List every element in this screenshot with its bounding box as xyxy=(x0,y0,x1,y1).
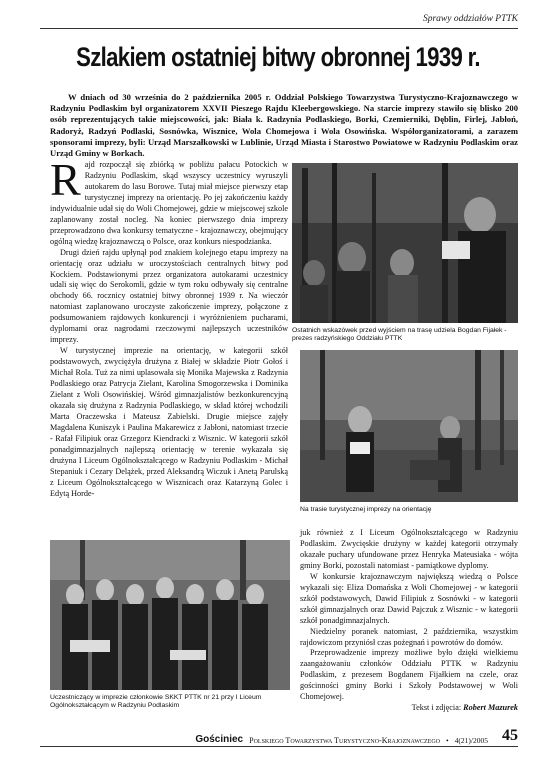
article-body-left xyxy=(50,154,288,500)
body-paragraph: W turystycznej imprezie na orientację, w kategorii szkół podstawowych, zwyciężyła drużyna z Białej w składzie Piotr Gołoś i Michał Rola. Tuż za nimi uplasowała się Monika Majewska z Radzynia Podlaskiego oraz Patrycja Zielant, Karolina Smogorzewska i Dominika Zielant z Woli Osowińskiej. Wśród gimnazjalistów bezkonkurencyjną okazała się drużyna z Radzynia Podlaskiego, w skład której wchodzili Marta Oraczewska i Mateusz Zabielski. Drugie miejsce zajęły Magdalena Kuniszyk i Paulina Makarewicz z Jabłoni, natomiast trzecie - Rafał Filipiuk oraz Grzegorz Kiendracki z Wisznic. W kategorii szkół ponadgimnazjalnych najlepszą orientację w terenie wykazała się drużyna I Liceum Ogólnokształcącego w Radzyniu Podlaskim - Michał Stepaniuk i Cezary Delążek, przed Aleksandrą Wiczuk i Anetą Parulską z Liceum Ogólnokształcącego w Wisznicach oraz Katarzyną Golec i Edytą Horde- xyxy=(50,346,288,498)
issue-number: 4(21)/2005 xyxy=(454,736,488,745)
body-paragraph: juk również z I Liceum Ogólnokształcącego w Radzyniu Podlaskim. Zwycięskie drużyny w każdej kategorii otrzymały okazałe puchary ufundowane przez Henryka Mateusiaka - wójta gminy Borki, pozostali natomiast - pamiątkowe dyplomy. xyxy=(300,528,518,570)
header-divider xyxy=(40,28,518,29)
drop-cap: R xyxy=(50,154,81,205)
magazine-brand: Gościniec xyxy=(195,734,244,745)
section-tag: Sprawy oddziałów PTTK xyxy=(422,14,518,24)
body-paragraph: Drugi dzień rajdu upłynął pod znakiem kolejnego etapu imprezy na orientację oraz udziału w uroczystościach centralnych bitwy pod Kockiem. Podstawionymi przez organizatora autokarami uczestnicy udali się więc do Serokomli, gdzie w tym roku odbywały się centralne obchody 66. rocznicy ostatniej bitwy obronnej 1939 r. Na wieczór natomiast zaplanowano uroczyste zakończenie imprezy, połączone z podsumowaniem rajdowych konkurencji i wyróżnieniem pucharami, dyplomami oraz nagrodami rzeczowymi najlepszych uczestników imprezy. xyxy=(50,247,288,345)
article-lead xyxy=(50,92,518,159)
body-paragraph: Niedzielny poranek natomiast, 2 października, wszystkim rajdowiczom przyniósł czas pożegnań i powrotów do domów. xyxy=(300,626,518,647)
lead-paragraph: W dniach od 30 września do 2 października 2005 r. Oddział Polskiego Towarzystwa Turystyczno-Krajoznawczego w Radzyniu Podlaskim był organizatorem XXVII Pieszego Rajdu Kleebergowskiego. Na starcie imprezy stawiło się blisko 200 osób reprezentujących takie miejscowości, jak: Biała k. Radzynia Podlaskiego, Borki, Czemierniki, Dęblin, Firlej, Jabłoń, Radoryż, Radzyń Podlaski, Sosnówka, Wisznice, Wola Chomejowa i Wola Osowińska. Współorganizatorami, a zarazem sponsorami imprezy, byli: Urząd Marszałkowski w Lublinie, Urząd Miasta i Starostwo Powiatowe w Radzyniu Podlaskim oraz Urząd Gminy w Borkach. xyxy=(50,92,518,159)
photo-group-image xyxy=(50,540,290,690)
footer-divider xyxy=(40,746,518,747)
page-number: 45 xyxy=(502,727,518,744)
body-paragraph: Rajd rozpoczął się zbiórką w pobliżu pałacu Potockich w Radzyniu Podlaskim, skąd wszyscy uczestnicy wyruszyli autokarem do lasu Borowe. Tutaj miał miejsce pierwszy etap turystycznej imprezy na orientację. Po jej zakończeniu każdy indywidualnie udał się do Woli Chomejowej, gdzie w miejscowej szkole zaplanowany został nocleg. Na koniec pierwszego dnia imprezy przeprowadzono dwa konkursy tematyczne - krajoznawczy, obejmujący ogólną wiedzę krajoznawczą o Polsce, oraz konkurs niespodzianka. xyxy=(50,154,288,246)
photo-leader-image xyxy=(292,163,518,323)
author-credit: Tekst i zdjęcia: Robert Mazurek xyxy=(411,703,518,713)
article-body-right xyxy=(300,528,518,714)
photo-route-image xyxy=(300,350,518,502)
page-footer xyxy=(40,727,518,745)
photo-on-route xyxy=(300,350,518,502)
photo-leader-instructions xyxy=(292,163,518,323)
photo-group xyxy=(50,540,290,690)
article-title: Szlakiem ostatniej bitwy obronnej 1939 r. xyxy=(76,42,480,72)
body-paragraph: W konkursie krajoznawczym największą wiedzą o Polsce wykazali się: Eliza Domańska z Woli Chomejowej - w kategorii szkół podstawowych, Dawid Filipiuk z Sosnówki - w kategorii szkół gimnazjalnych oraz Dawid Pajczuk z Wisznic - w kategorii szkół ponadgimnazjalnych. xyxy=(300,571,518,625)
caption-photo-2: Na trasie turystycznej imprezy na orientację xyxy=(300,506,432,513)
footer-bullet: • xyxy=(446,736,449,745)
body-paragraph: Przeprowadzenie imprezy możliwe było dzięki wielkiemu zaangażowaniu członków Oddziału PTTK w Radzyniu Podlaskim, z prezesem Bogdanem Fijałkiem na czele, oraz gościnności gminy Borki i Szkoły Podstawowej w Woli Chomejowej. xyxy=(300,648,518,702)
publisher-name: Polskiego Towarzystwa Turystyczno-Krajoznawczego xyxy=(249,736,441,745)
caption-photo-1: Ostatnich wskazówek przed wyjściem na trasę udziela Bogdan Fijałek - prezes radzyńskiego Oddziału PTTK xyxy=(292,327,507,343)
caption-photo-3: Uczestniczący w imprezie członkowie SKKT PTTK nr 21 przy I Liceum Ogólnokształcącym w Radzyniu Podlaskim xyxy=(50,694,262,710)
